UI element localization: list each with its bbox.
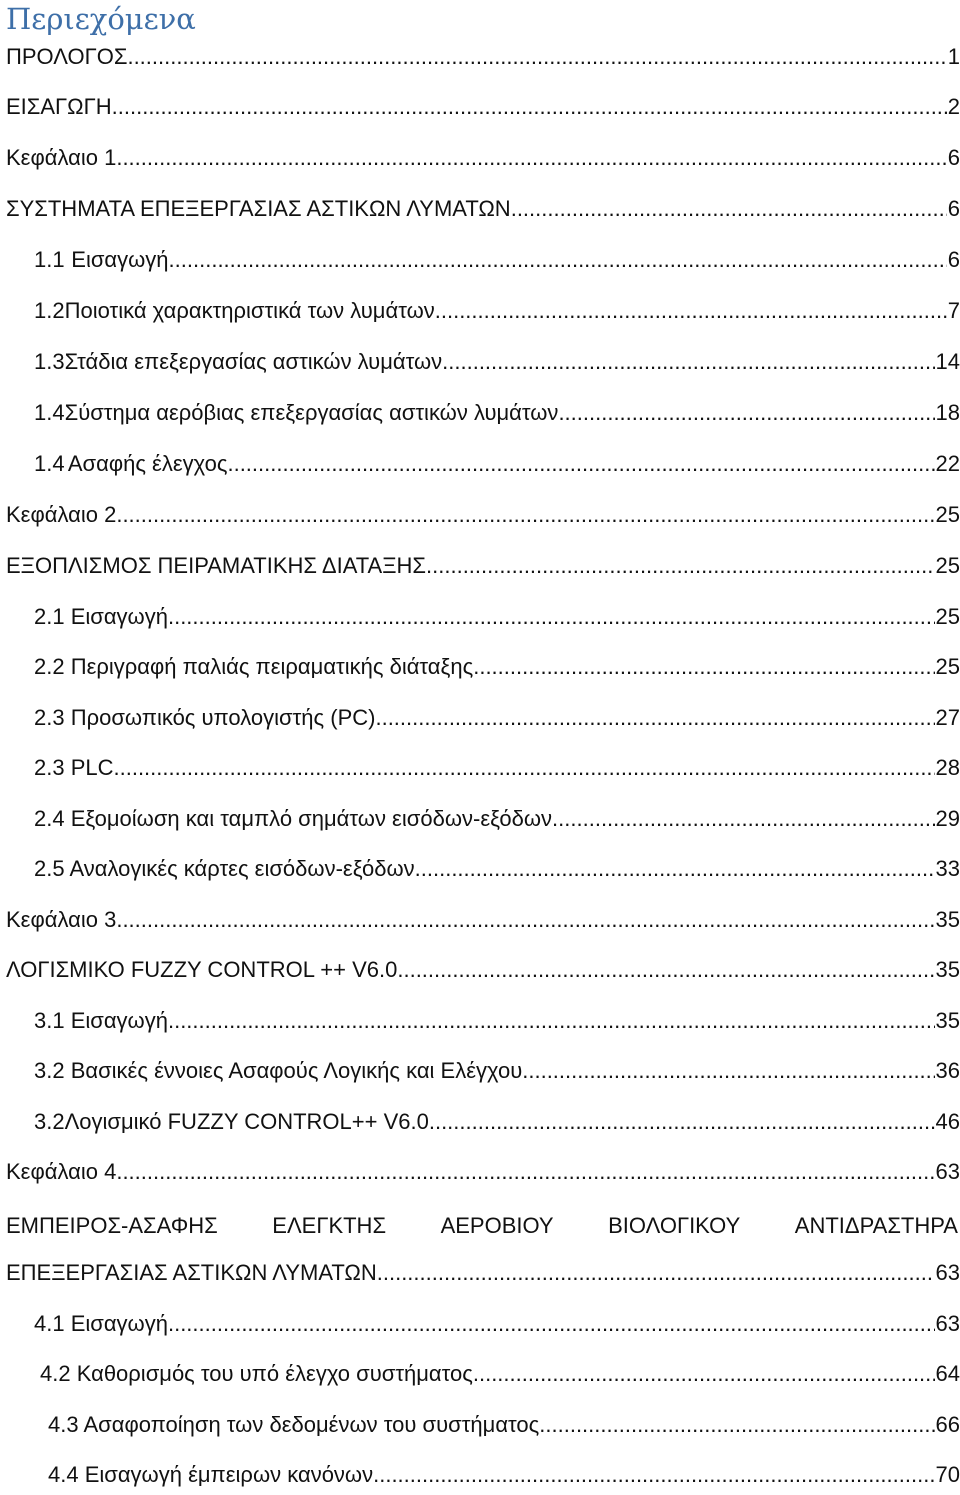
toc-entry-label: 2.3 PLC bbox=[34, 755, 114, 780]
toc-entry-label: Σύστημα αερόβιας επεξεργασίας αστικών λυμάτων bbox=[64, 400, 559, 425]
toc-entry-number: 1.4 bbox=[34, 400, 65, 425]
toc-entry[interactable] bbox=[0, 396, 960, 430]
toc-entry-page: 14 bbox=[935, 349, 960, 374]
toc-entry-label: Ασαφής έλεγχος bbox=[67, 451, 228, 476]
toc-entry-label: Κεφάλαιο 3 bbox=[6, 907, 117, 932]
toc-entry[interactable] bbox=[0, 1256, 960, 1290]
toc-entry-page: 35 bbox=[935, 957, 960, 982]
toc-entry-label: Εισαγωγή bbox=[71, 247, 169, 272]
toc-entry-label: ΣΥΣΤΗΜΑΤΑ ΕΠΕΞΕΡΓΑΣΙΑΣ ΑΣΤΙΚΩΝ ΛΥΜΑΤΩΝ bbox=[6, 196, 511, 221]
toc-entry-page: 25 bbox=[935, 654, 960, 679]
toc-entry-label: Ποιοτικά χαρακτηριστικά των λυμάτων bbox=[64, 298, 435, 323]
toc-entry-label: ΕΞΟΠΛΙΣΜΟΣ ΠΕΙΡΑΜΑΤΙΚΗΣ ΔΙΑΤΑΞΗΣ bbox=[6, 553, 427, 578]
toc-entry-label: ΛΟΓΙΣΜΙΚΟ FUZZY CONTROL ++ V6.0 bbox=[6, 957, 398, 982]
toc-entry[interactable] bbox=[0, 1408, 960, 1442]
toc-entry[interactable] bbox=[0, 549, 960, 583]
toc-leader-dots bbox=[114, 751, 935, 785]
toc-entry[interactable] bbox=[0, 345, 960, 379]
toc-entry-page: 63 bbox=[935, 1159, 960, 1184]
toc-entry-label: 4.4 Εισαγωγή έμπειρων κανόνων bbox=[48, 1462, 374, 1487]
toc-leader-dots bbox=[552, 802, 934, 836]
toc-entry[interactable] bbox=[0, 650, 960, 684]
toc-entry-page: 27 bbox=[935, 705, 960, 730]
toc-entry-label: 2.1 Εισαγωγή bbox=[34, 604, 168, 629]
toc-entry[interactable] bbox=[0, 953, 960, 987]
toc-entry-label: 3.2 Βασικές έννοιες Ασαφούς Λογικής και Ελέγχου bbox=[34, 1058, 523, 1083]
toc-entry-page: 6 bbox=[947, 247, 960, 272]
toc-entry[interactable] bbox=[0, 192, 960, 226]
toc-entry-page: 28 bbox=[935, 755, 960, 780]
toc-entry[interactable] bbox=[0, 1458, 960, 1492]
toc-entry[interactable] bbox=[0, 1054, 960, 1088]
toc-entry-label: 3.2Λογισμικό FUZZY CONTROL++ V6.0 bbox=[34, 1109, 429, 1134]
toc-entry[interactable] bbox=[0, 903, 960, 937]
toc-entry-page: 25 bbox=[935, 553, 960, 578]
toc-entry-label: ΕΙΣΑΓΩΓΗ bbox=[6, 94, 112, 119]
toc-entry[interactable] bbox=[0, 498, 960, 532]
toc-leader-dots bbox=[511, 192, 947, 226]
toc-entry-page: 29 bbox=[935, 806, 960, 831]
toc-entry[interactable] bbox=[0, 852, 960, 886]
toc-entry[interactable] bbox=[0, 802, 960, 836]
toc-leader-dots bbox=[473, 650, 934, 684]
toc-entry[interactable] bbox=[0, 1105, 960, 1139]
toc-entry-label: 2.5 Αναλογικές κάρτες εισόδων-εξόδων bbox=[34, 856, 415, 881]
toc-entry[interactable] bbox=[0, 40, 960, 74]
toc-entry-label: 3.1 Εισαγωγή bbox=[34, 1008, 168, 1033]
heading-word: ΕΛΕΓΚΤΗΣ bbox=[272, 1213, 387, 1238]
toc-entry-number: 1.4 bbox=[34, 451, 65, 476]
toc-entry-label: 2.3 Προσωπικός υπολογιστής (PC) bbox=[34, 705, 376, 730]
toc-entry-page: 63 bbox=[935, 1260, 960, 1285]
toc-leader-dots bbox=[168, 1004, 935, 1038]
toc-entry-label: ΠΡΟΛΟΓΟΣ bbox=[6, 44, 128, 69]
toc-entry-page: 1 bbox=[947, 44, 960, 69]
toc-entry-page: 33 bbox=[935, 856, 960, 881]
toc-leader-dots bbox=[473, 1357, 935, 1391]
toc-leader-dots bbox=[168, 600, 935, 634]
toc-entry[interactable] bbox=[0, 1307, 960, 1341]
toc-entry-label: 2.2 Περιγραφή παλιάς πειραματικής διάταξης bbox=[34, 654, 474, 679]
toc-leader-dots bbox=[442, 345, 934, 379]
toc-entry[interactable] bbox=[0, 447, 960, 481]
toc-entry-page: 25 bbox=[935, 604, 960, 629]
toc-leader-dots bbox=[116, 498, 934, 532]
toc-entry-label: Κεφάλαιο 4 bbox=[6, 1159, 117, 1184]
toc-leader-dots bbox=[116, 141, 946, 175]
toc-entry[interactable] bbox=[0, 701, 960, 735]
toc-entry-label: Κεφάλαιο 1 bbox=[6, 145, 117, 170]
toc-entry[interactable] bbox=[0, 600, 960, 634]
toc-entry-page: 36 bbox=[935, 1058, 960, 1083]
toc-leader-dots bbox=[397, 953, 934, 987]
toc-entry-page: 25 bbox=[935, 502, 960, 527]
toc-entry-page: 35 bbox=[935, 1008, 960, 1033]
toc-entry-page: 7 bbox=[947, 298, 960, 323]
toc-leader-dots bbox=[539, 1408, 934, 1442]
toc-leader-dots bbox=[375, 701, 934, 735]
toc-leader-dots bbox=[112, 90, 947, 124]
heading-word: ΕΜΠΕΙΡΟΣ-ΑΣΑΦΗΣ bbox=[6, 1213, 218, 1238]
toc-entry[interactable] bbox=[0, 141, 960, 175]
toc-entry-chapter4-heading-line1[interactable] bbox=[6, 1209, 958, 1243]
toc-leader-dots bbox=[522, 1054, 934, 1088]
toc-title: Περιεχόμενα bbox=[6, 2, 196, 36]
toc-entry-page: 6 bbox=[947, 145, 960, 170]
toc-leader-dots bbox=[415, 852, 935, 886]
toc-entry-page: 46 bbox=[935, 1109, 960, 1134]
toc-leader-dots bbox=[227, 447, 934, 481]
toc-entry-label: 2.4 Εξομοίωση και ταμπλό σημάτων εισόδων-εξόδων bbox=[34, 806, 553, 831]
toc-entry-number: 1.3 bbox=[34, 349, 65, 374]
toc-entry-label: 4.3 Ασαφοποίηση των δεδομένων του συστήματος bbox=[48, 1412, 540, 1437]
toc-leader-dots bbox=[377, 1256, 935, 1290]
toc-entry[interactable] bbox=[0, 1155, 960, 1189]
toc-entry-label: Στάδια επεξεργασίας αστικών λυμάτων bbox=[64, 349, 443, 374]
toc-leader-dots bbox=[435, 294, 947, 328]
toc-entry-page: 35 bbox=[935, 907, 960, 932]
toc-entry-page: 18 bbox=[935, 400, 960, 425]
toc-leader-dots bbox=[169, 243, 947, 277]
toc-entry[interactable] bbox=[0, 294, 960, 328]
toc-leader-dots bbox=[116, 1155, 934, 1189]
toc-entry-page: 6 bbox=[947, 196, 960, 221]
toc-entry-page: 64 bbox=[935, 1361, 960, 1386]
toc-entry-page: 63 bbox=[935, 1311, 960, 1336]
toc-entry[interactable] bbox=[0, 1004, 960, 1038]
toc-entry-label: 4.1 Εισαγωγή bbox=[34, 1311, 168, 1336]
toc-leader-dots bbox=[127, 40, 946, 74]
toc-leader-dots bbox=[558, 396, 934, 430]
toc-entry[interactable] bbox=[0, 243, 960, 277]
toc-leader-dots bbox=[168, 1307, 935, 1341]
heading-word: ΑΝΤΙΔΡΑΣΤΗΡΑ bbox=[794, 1213, 958, 1238]
toc-entry-page: 66 bbox=[935, 1412, 960, 1437]
toc-entry-page: 70 bbox=[935, 1462, 960, 1487]
toc-entry[interactable] bbox=[0, 90, 960, 124]
heading-word: ΒΙΟΛΟΓΙΚΟΥ bbox=[608, 1213, 741, 1238]
toc-entry-label: ΕΠΕΞΕΡΓΑΣΙΑΣ ΑΣΤΙΚΩΝ ΛΥΜΑΤΩΝ bbox=[6, 1260, 377, 1285]
toc-entry-label: 4.2 Καθορισμός του υπό έλεγχο συστήματος bbox=[40, 1361, 473, 1386]
toc-entry[interactable] bbox=[0, 1357, 960, 1391]
toc-leader-dots bbox=[116, 903, 934, 937]
toc-entry-page: 2 bbox=[947, 94, 960, 119]
toc-entry-number: 1.2 bbox=[34, 298, 65, 323]
toc-entry-number: 1.1 bbox=[34, 247, 65, 272]
toc-leader-dots bbox=[373, 1458, 934, 1492]
toc-entry-page: 22 bbox=[935, 451, 960, 476]
toc-entry[interactable] bbox=[0, 751, 960, 785]
heading-word: ΑΕΡΟΒΙΟΥ bbox=[440, 1213, 554, 1238]
toc-entry-label: Κεφάλαιο 2 bbox=[6, 502, 117, 527]
toc-leader-dots bbox=[426, 549, 935, 583]
toc-leader-dots bbox=[429, 1105, 935, 1139]
